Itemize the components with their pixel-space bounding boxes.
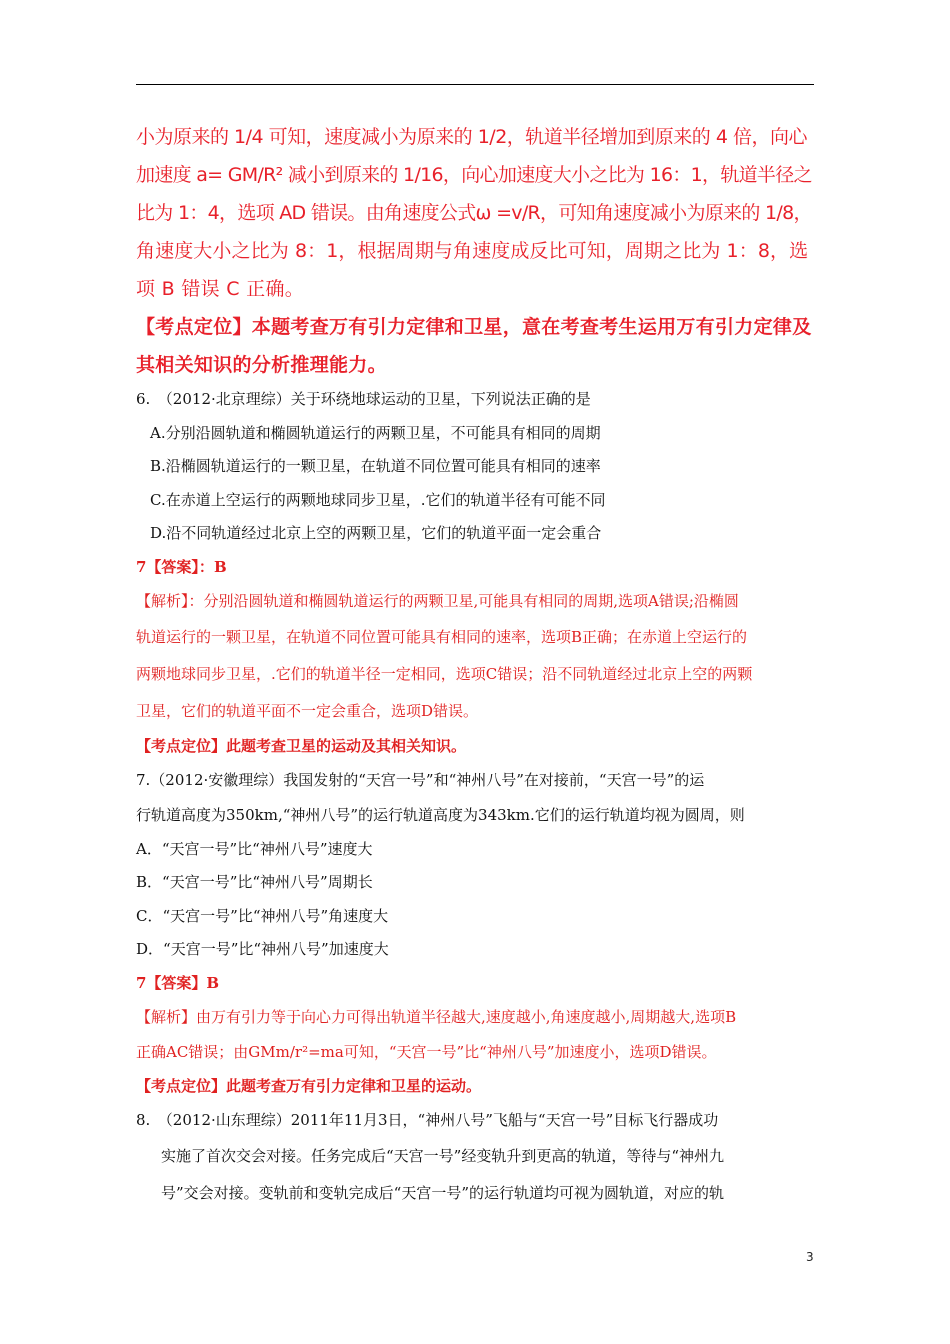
q8-stem-line-2: 实施了首次交会对接。任务完成后“天宫一号”经变轨升到更高的轨道，等待与“神州九 (161, 1147, 725, 1165)
q6-answer: 7【答案】：B (136, 558, 227, 576)
q7-option-d: D．“天宫一号”比“神州八号”加速度大 (136, 940, 389, 958)
q8-stem-line-3: 号”交会对接。变轨前和变轨完成后“天宫一号”的运行轨道均可视为圆轨道，对应的轨 (161, 1184, 725, 1202)
q7-analysis-line-2: 正确AC错误；由GMm/r²=ma可知，“天宫一号”比“神州八号”加速度小，选项D错误。 (136, 1043, 717, 1061)
q7-analysis-line-1: 【解析】由万有引力等于向心力可得出轨道半径越大,速度越小,角速度越小,周期越大,选项B (136, 1008, 737, 1026)
q6-analysis-line-1: 【解析】：分别沿圆轨道和椭圆轨道运行的两颗卫星,可能具有相同的周期,选项A错误;沿椭圆 (136, 592, 739, 610)
q6-option-c: C.在赤道上空运行的两颗地球同步卫星，.它们的轨道半径有可能不同 (150, 491, 606, 509)
q7-option-a: A．“天宫一号”比“神州八号”速度大 (136, 840, 373, 858)
q6-analysis-line-3: 两颗地球同步卫星，.它们的轨道半径一定相同，选项C错误；沿不同轨道经过北京上空的两颗 (136, 665, 753, 683)
q6-option-b: B.沿椭圆轨道运行的一颗卫星，在轨道不同位置可能具有相同的速率 (150, 457, 601, 475)
q7-option-b: B．“天宫一号”比“神州八号”周期长 (136, 873, 373, 891)
q7-stem-line-2: 行轨道高度为350km,“神州八号”的运行轨道高度为343km.它们的运行轨道均视为圆周，则 (136, 806, 745, 824)
top-paragraph-line-5: 项 B 错误 C 正确。 (136, 278, 305, 300)
top-paragraph-line-3: 比为 1：4，选项 AD 错误。由角速度公式ω =v/R，可知角速度减小为原来的 1/8， (136, 202, 812, 224)
top-kaodian-line-2: 其相关知识的分析推理能力。 (136, 354, 387, 376)
page-number: 3 (806, 1250, 814, 1264)
top-paragraph-line-1: 小为原来的 1/4 可知，速度减小为原来的 1/2，轨道半径增加到原来的 4 倍，向心 (136, 126, 807, 148)
q7-kaodian: 【考点定位】此题考查万有引力定律和卫星的运动。 (136, 1077, 482, 1095)
top-kaodian-line-1: 【考点定位】本题考查万有引力定律和卫星，意在考查考生运用万有引力定律及 (136, 316, 812, 338)
top-paragraph-line-2: 加速度 a= GM/R² 减小到原来的 1/16，向心加速度大小之比为 16：1，轨道半径之 (136, 164, 812, 186)
q6-option-d: D.沿不同轨道经过北京上空的两颗卫星，它们的轨道平面一定会重合 (150, 524, 602, 542)
q6-stem: 6. （2012·北京理综）关于环绕地球运动的卫星，下列说法正确的是 (136, 390, 591, 408)
q6-analysis-line-2: 轨道运行的一颗卫星，在轨道不同位置可能具有相同的速率，选项B正确；在赤道上空运行的 (136, 628, 748, 646)
q7-answer: 7【答案】B (136, 974, 220, 992)
q6-analysis-line-4: 卫星，它们的轨道平面不一定会重合，选项D错误。 (136, 702, 479, 720)
q6-kaodian: 【考点定位】此题考查卫星的运动及其相关知识。 (136, 737, 467, 755)
q7-stem-line-1: 7.（2012·安徽理综）我国发射的“天宫一号”和“神州八号”在对接前，“天宫一号”的运 (136, 771, 705, 789)
q6-option-a: A.分别沿圆轨道和椭圆轨道运行的两颗卫星，不可能具有相同的周期 (150, 424, 601, 442)
q8-stem-line-1: 8. （2012·山东理综）2011年11月3日，“神州八号”飞船与“天宫一号”目标飞行器成功 (136, 1111, 719, 1129)
header-rule (136, 84, 814, 85)
top-paragraph-line-4: 角速度大小之比为 8：1，根据周期与角速度成反比可知，周期之比为 1：8，选 (136, 240, 809, 262)
q7-option-c: C．“天宫一号”比“神州八号”角速度大 (136, 907, 389, 925)
